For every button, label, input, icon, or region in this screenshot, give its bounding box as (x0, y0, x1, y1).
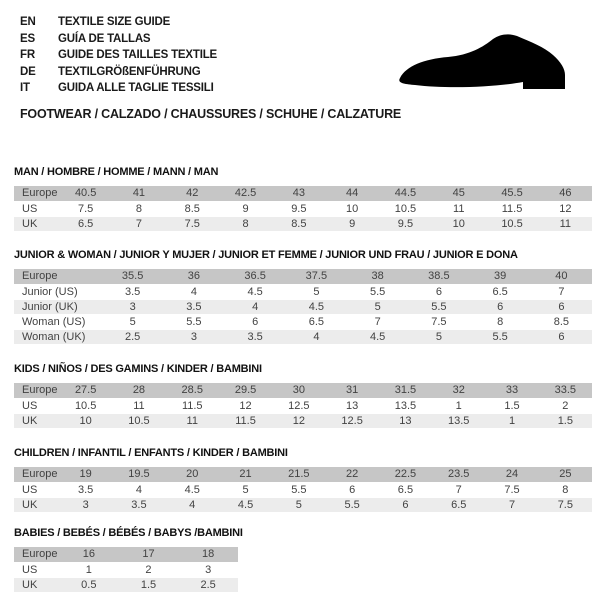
size-table-section-kids (14, 363, 592, 429)
size-value: 5 (272, 497, 325, 512)
size-value: 21 (219, 467, 272, 482)
row-label: UK (14, 497, 59, 512)
size-value: 11.5 (219, 413, 272, 428)
size-value: 29.5 (219, 383, 272, 398)
size-value: 9 (219, 201, 272, 216)
size-value: 41 (112, 186, 165, 201)
size-value: 46 (539, 186, 592, 201)
size-value: 7 (485, 497, 538, 512)
size-value: 6 (470, 299, 531, 314)
size-value: 37.5 (286, 269, 347, 284)
row-label: Europe (14, 467, 59, 482)
size-table-title-children: CHILDREN / INFANTIL / ENFANTS / KINDER / BAMBINI (14, 447, 288, 459)
size-row-kids-us (14, 398, 592, 413)
row-label: Europe (14, 186, 59, 201)
size-value: 1 (432, 398, 485, 413)
size-value: 7 (531, 284, 592, 299)
language-title: TEXTILE SIZE GUIDE (58, 16, 171, 28)
size-value: 8 (470, 314, 531, 329)
size-value: 10 (325, 201, 378, 216)
size-value: 7.5 (408, 314, 469, 329)
size-value: 4.5 (225, 284, 286, 299)
size-value: 27.5 (59, 383, 112, 398)
size-row-junior-europe (14, 269, 592, 284)
size-row-children-europe (14, 467, 592, 482)
size-row-man-uk (14, 216, 592, 231)
size-row-junior-woman-uk (14, 329, 592, 344)
size-value: 6.5 (286, 314, 347, 329)
size-value: 9.5 (379, 216, 432, 231)
size-value: 12 (539, 201, 592, 216)
size-value: 6.5 (470, 284, 531, 299)
size-value: 4 (166, 497, 219, 512)
size-value: 36.5 (225, 269, 286, 284)
size-table-children (14, 467, 592, 513)
size-value: 1 (485, 413, 538, 428)
size-row-children-us (14, 482, 592, 497)
row-label: Europe (14, 547, 59, 562)
size-value: 6 (408, 284, 469, 299)
size-value: 1.5 (485, 398, 538, 413)
size-value: 3.5 (112, 497, 165, 512)
row-label: Woman (UK) (14, 329, 102, 344)
size-value: 39 (470, 269, 531, 284)
size-value: 4 (286, 329, 347, 344)
size-table-title-junior: JUNIOR & WOMAN / JUNIOR Y MUJER / JUNIOR ET FEMME / JUNIOR UND FRAU / JUNIOR E DONA (14, 249, 518, 261)
size-value: 1.5 (119, 577, 179, 592)
size-value: 3.5 (102, 284, 163, 299)
size-value: 4.5 (347, 329, 408, 344)
size-value: 28.5 (166, 383, 219, 398)
size-row-junior-junior-us (14, 284, 592, 299)
size-value: 4.5 (286, 299, 347, 314)
language-title: TEXTILGRÖßENFÜHRUNG (58, 65, 201, 78)
size-value: 8.5 (166, 201, 219, 216)
size-value: 1.5 (539, 413, 592, 428)
size-value: 5 (347, 299, 408, 314)
dress-shoe-icon (393, 33, 577, 95)
size-row-kids-europe (14, 383, 592, 398)
size-table-title-kids: KIDS / NIÑOS / DES GAMINS / KINDER / BAMBINI (14, 363, 262, 375)
size-table-man (14, 186, 592, 232)
size-value: 33.5 (539, 383, 592, 398)
row-label: Europe (14, 383, 59, 398)
size-value: 22 (325, 467, 378, 482)
row-label: UK (14, 413, 59, 428)
size-value: 23.5 (432, 467, 485, 482)
size-value: 7.5 (59, 201, 112, 216)
language-code: ES (20, 32, 35, 45)
size-value: 17 (119, 547, 179, 562)
size-value: 16 (59, 547, 119, 562)
row-label: Junior (UK) (14, 299, 102, 314)
size-value: 22.5 (379, 467, 432, 482)
size-value: 12.5 (325, 413, 378, 428)
size-value: 6 (531, 329, 592, 344)
size-value: 13.5 (379, 398, 432, 413)
size-value: 5.5 (325, 497, 378, 512)
size-value: 5 (286, 284, 347, 299)
size-value: 7 (347, 314, 408, 329)
size-value: 6 (531, 299, 592, 314)
size-value: 7 (432, 482, 485, 497)
size-value: 10 (432, 216, 485, 231)
size-value: 19 (59, 467, 112, 482)
size-table-babies (14, 547, 238, 593)
row-label: US (14, 398, 59, 413)
size-value: 12 (272, 413, 325, 428)
language-row (20, 31, 217, 48)
size-value: 4.5 (219, 497, 272, 512)
size-table-section-children (14, 447, 592, 513)
size-value: 5 (102, 314, 163, 329)
size-value: 4.5 (166, 482, 219, 497)
size-value: 36 (163, 269, 224, 284)
size-value: 5 (219, 482, 272, 497)
size-value: 7 (112, 216, 165, 231)
size-value: 38.5 (408, 269, 469, 284)
size-row-kids-uk (14, 413, 592, 428)
size-value: 1 (59, 562, 119, 577)
size-table-junior (14, 269, 592, 345)
size-value: 44.5 (379, 186, 432, 201)
row-label: US (14, 562, 59, 577)
size-table-section-junior (14, 249, 592, 345)
language-title: GUIDA ALLE TAGLIE TESSILI (58, 82, 214, 95)
size-value: 40 (531, 269, 592, 284)
language-title-list (20, 14, 217, 97)
size-value: 11.5 (166, 398, 219, 413)
size-value: 19.5 (112, 467, 165, 482)
size-value: 42.5 (219, 186, 272, 201)
size-value: 24 (485, 467, 538, 482)
size-value: 2.5 (178, 577, 238, 592)
size-value: 8.5 (531, 314, 592, 329)
size-value: 8 (112, 201, 165, 216)
size-value: 31.5 (379, 383, 432, 398)
size-value: 5.5 (272, 482, 325, 497)
size-table-title-man: MAN / HOMBRE / HOMME / MANN / MAN (14, 166, 219, 178)
size-value: 5.5 (347, 284, 408, 299)
row-label: US (14, 482, 59, 497)
size-value: 32 (432, 383, 485, 398)
language-row (20, 14, 217, 31)
size-value: 12.5 (272, 398, 325, 413)
language-code: DE (20, 65, 36, 78)
size-row-man-europe (14, 186, 592, 201)
size-value: 10.5 (59, 398, 112, 413)
size-value: 13.5 (432, 413, 485, 428)
size-value: 4 (225, 299, 286, 314)
size-value: 5.5 (470, 329, 531, 344)
row-label: UK (14, 577, 59, 592)
size-value: 10.5 (379, 201, 432, 216)
size-value: 3.5 (163, 299, 224, 314)
size-value: 42 (166, 186, 219, 201)
size-table-title-babies: BABIES / BEBÉS / BÉBÉS / BABYS /BAMBINI (14, 527, 243, 539)
language-code: FR (20, 49, 35, 62)
size-value: 8 (219, 216, 272, 231)
size-value: 6 (379, 497, 432, 512)
size-value: 5.5 (408, 299, 469, 314)
size-value: 6 (225, 314, 286, 329)
language-title: GUIDE DES TAILLES TEXTILE (58, 49, 217, 62)
size-value: 43 (272, 186, 325, 201)
size-value: 20 (166, 467, 219, 482)
size-value: 45.5 (485, 186, 538, 201)
size-value: 4 (112, 482, 165, 497)
row-label: Woman (US) (14, 314, 102, 329)
size-value: 21.5 (272, 467, 325, 482)
size-value: 7.5 (485, 482, 538, 497)
language-row (20, 47, 217, 64)
size-value: 30 (272, 383, 325, 398)
size-row-children-uk (14, 497, 592, 512)
size-value: 33 (485, 383, 538, 398)
size-value: 3 (178, 562, 238, 577)
size-value: 7.5 (539, 497, 592, 512)
row-label: Junior (US) (14, 284, 102, 299)
size-row-man-us (14, 201, 592, 216)
language-code: IT (20, 82, 30, 95)
size-row-babies-us (14, 562, 238, 577)
size-value: 11 (166, 413, 219, 428)
size-value: 2 (539, 398, 592, 413)
size-value: 12 (219, 398, 272, 413)
size-value: 8.5 (272, 216, 325, 231)
size-row-babies-uk (14, 577, 238, 592)
size-value: 9 (325, 216, 378, 231)
size-table-section-man (14, 166, 592, 232)
size-value: 5.5 (163, 314, 224, 329)
size-value: 11.5 (485, 201, 538, 216)
size-value: 10 (59, 413, 112, 428)
language-row (20, 80, 217, 97)
language-code: EN (20, 16, 36, 28)
size-value: 6.5 (379, 482, 432, 497)
size-value: 4 (163, 284, 224, 299)
row-label: Europe (14, 269, 102, 284)
category-heading: FOOTWEAR / CALZADO / CHAUSSURES / SCHUHE / CALZATURE (20, 107, 402, 121)
size-value: 6.5 (432, 497, 485, 512)
size-value: 0.5 (59, 577, 119, 592)
size-value: 45 (432, 186, 485, 201)
size-value: 8 (539, 482, 592, 497)
size-value: 31 (325, 383, 378, 398)
size-value: 2 (119, 562, 179, 577)
size-value: 11 (112, 398, 165, 413)
size-value: 3.5 (59, 482, 112, 497)
size-value: 13 (325, 398, 378, 413)
row-label: UK (14, 216, 59, 231)
size-value: 25 (539, 467, 592, 482)
size-row-junior-junior-uk (14, 299, 592, 314)
size-value: 28 (112, 383, 165, 398)
size-value: 35.5 (102, 269, 163, 284)
size-table-kids (14, 383, 592, 429)
size-value: 7.5 (166, 216, 219, 231)
size-value: 5 (408, 329, 469, 344)
size-value: 18 (178, 547, 238, 562)
size-value: 9.5 (272, 201, 325, 216)
size-value: 38 (347, 269, 408, 284)
size-value: 11 (539, 216, 592, 231)
size-value: 6.5 (59, 216, 112, 231)
language-title: GUÍA DE TALLAS (58, 32, 151, 45)
language-row (20, 64, 217, 81)
size-table-section-babies (14, 527, 243, 593)
size-value: 3 (59, 497, 112, 512)
size-value: 3 (102, 299, 163, 314)
size-value: 10.5 (112, 413, 165, 428)
size-value: 44 (325, 186, 378, 201)
size-value: 10.5 (485, 216, 538, 231)
size-value: 6 (325, 482, 378, 497)
size-row-junior-woman-us (14, 314, 592, 329)
size-value: 13 (379, 413, 432, 428)
size-value: 3 (163, 329, 224, 344)
size-row-babies-europe (14, 547, 238, 562)
size-value: 11 (432, 201, 485, 216)
row-label: US (14, 201, 59, 216)
size-value: 3.5 (225, 329, 286, 344)
size-value: 40.5 (59, 186, 112, 201)
size-value: 2.5 (102, 329, 163, 344)
